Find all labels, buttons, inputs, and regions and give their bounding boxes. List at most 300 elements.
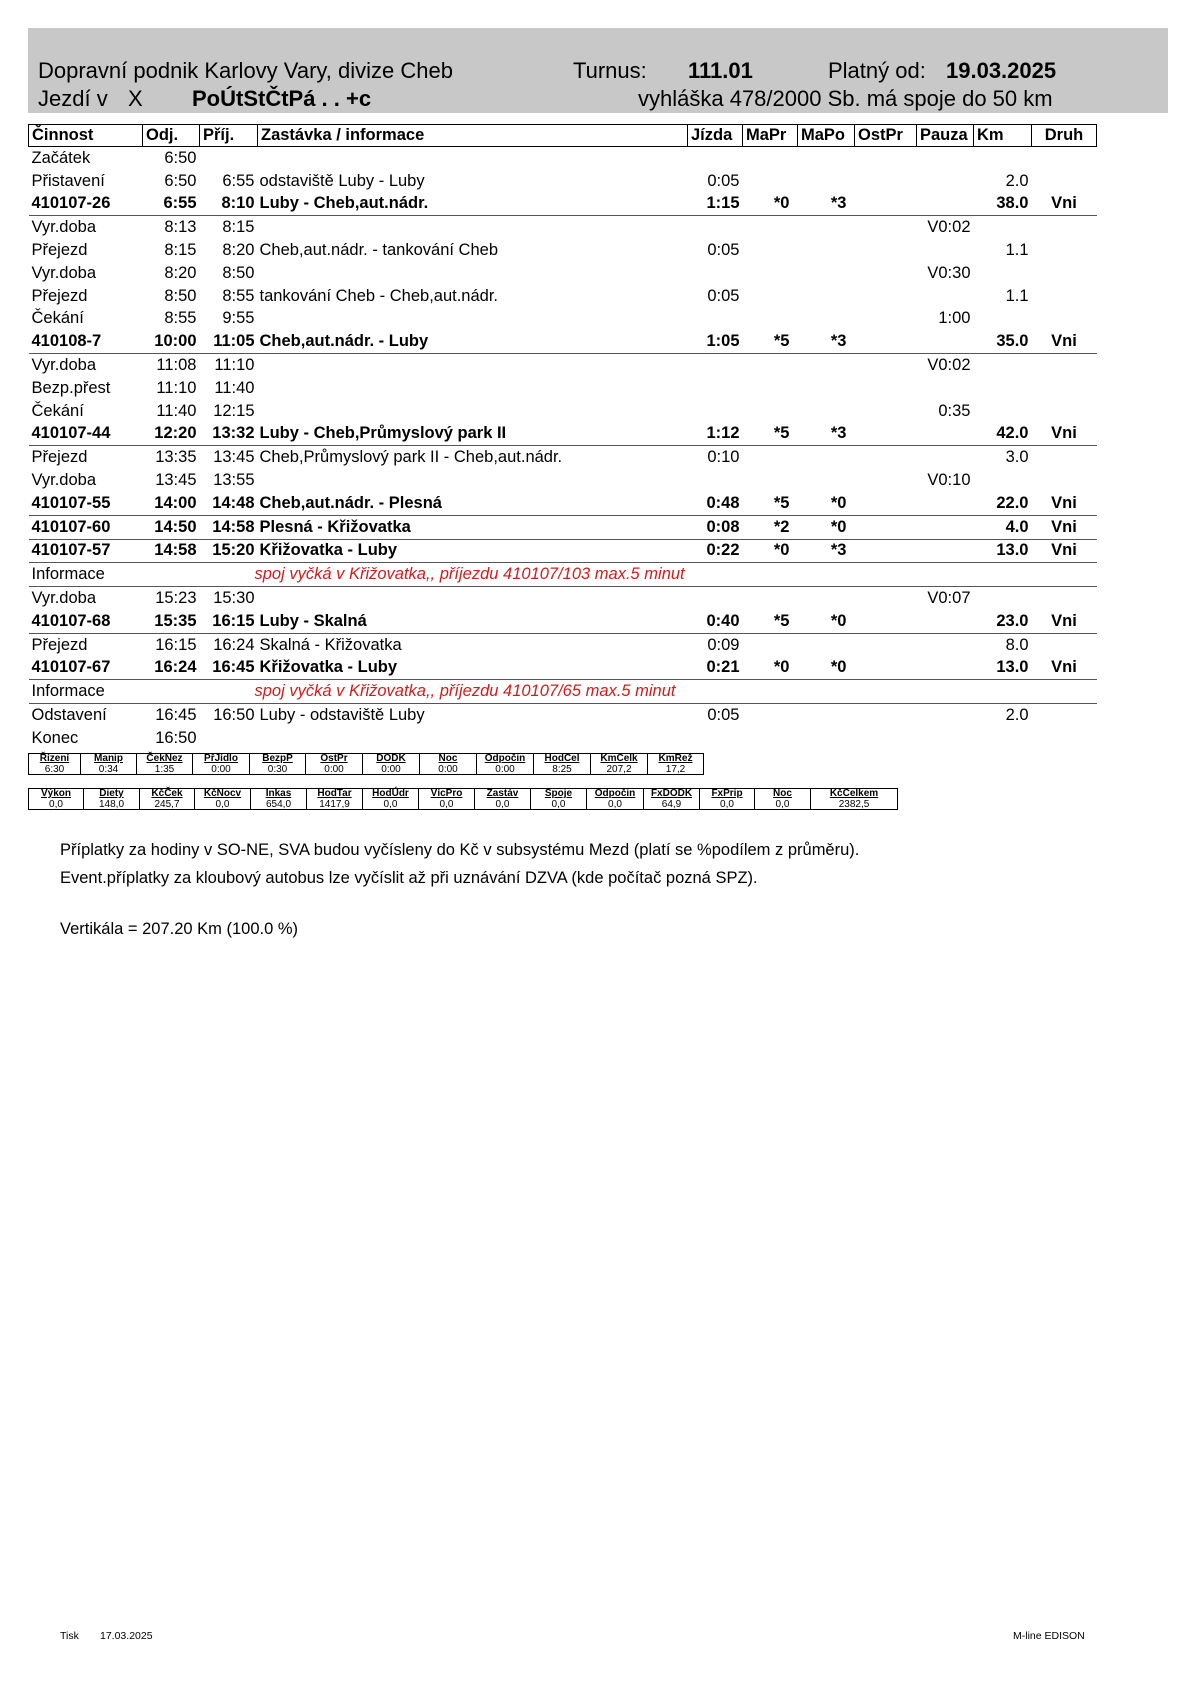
cell-depart: 12:20 (143, 423, 200, 446)
stat-label: FxDODK (644, 789, 700, 800)
cell-pause: V0:07 (927, 589, 971, 608)
company-name: Dopravní podnik Karlovy Vary, divize Cheb (38, 58, 453, 83)
cell-mapr: *0 (743, 657, 798, 680)
cell-km: 3.0 (1005, 448, 1029, 467)
note-line: Event.příplatky za kloubový autobus lze vyčíslit až při uznávání DZVA (kde počítač pozná SPZ). (60, 869, 758, 887)
cell-depart: 15:23 (155, 589, 197, 608)
cell-activity: Přejezd (31, 286, 88, 305)
table-row (29, 727, 1097, 750)
cell-depart: 10:00 (143, 330, 200, 353)
cell-activity: 410108-7 (29, 330, 143, 353)
cell-mapr (743, 216, 798, 239)
cell-depart: 8:20 (164, 263, 197, 282)
cell-km (974, 262, 1032, 285)
info-note: spoj vyčká v Křižovatka,, příjezdu 410107/65 max.5 minut (143, 680, 1097, 704)
cell-arrive: 9:55 (222, 309, 255, 328)
days-code: PoÚtStČtPá . . +c (192, 86, 372, 111)
cell-activity: Vyr.doba (31, 356, 97, 375)
cell-drive (688, 469, 743, 492)
cell-type (1032, 469, 1097, 492)
cell-arrive: 12:15 (213, 401, 255, 420)
cell-activity: Začátek (31, 148, 91, 167)
cell-ostpr (855, 239, 917, 262)
decree-note: vyhláška 478/2000 Sb. má spoje do 50 km (638, 86, 1053, 111)
stat-value: 0,0 (475, 799, 531, 810)
cell-km (974, 354, 1032, 377)
stat-value: 0,0 (700, 799, 755, 810)
cell-ostpr (855, 262, 917, 285)
cell-arrive (200, 147, 258, 170)
cell-type: Vni (1032, 330, 1097, 353)
stat-value: 64,9 (644, 799, 700, 810)
cell-type (1032, 587, 1097, 610)
stat-value: 1:35 (137, 764, 193, 775)
table-row (29, 657, 1097, 680)
stat-label: Manip (81, 754, 137, 765)
cell-drive: 1:12 (688, 423, 743, 446)
cell-mapo: *3 (798, 423, 855, 446)
cell-stop (258, 469, 688, 492)
cell-mapo (798, 147, 855, 170)
cell-mapo (798, 446, 855, 469)
cell-pause (917, 539, 974, 563)
cell-stop: Luby - Cheb,Průmyslový park II (258, 423, 688, 446)
cell-pause: V0:30 (927, 263, 971, 282)
cell-mapr: *0 (743, 193, 798, 216)
cell-ostpr (855, 285, 917, 308)
cell-depart: 13:35 (155, 448, 197, 467)
cell-ostpr (855, 469, 917, 492)
cell-mapo (798, 262, 855, 285)
cell-stop: Cheb,aut.nádr. - tankování Cheb (259, 241, 498, 260)
stat-value: 8:25 (534, 764, 591, 775)
cell-pause (917, 657, 974, 680)
cell-km: 38.0 (974, 193, 1032, 216)
cell-type (1032, 727, 1097, 750)
cell-km (974, 377, 1032, 400)
table-row (29, 446, 1097, 469)
cell-pause: V0:02 (927, 218, 971, 237)
cell-mapo (798, 308, 855, 331)
cell-stop: Luby - odstaviště Luby (259, 706, 425, 725)
cell-km: 2.0 (1005, 171, 1029, 190)
cell-km (974, 587, 1032, 610)
cell-type (1032, 170, 1097, 193)
stat-value: 245,7 (140, 799, 195, 810)
cell-pause: V0:10 (927, 471, 971, 490)
cell-mapr (743, 469, 798, 492)
table-row (29, 610, 1097, 633)
cell-stop (258, 377, 688, 400)
cell-activity: Konec (31, 728, 79, 747)
cell-ostpr (855, 587, 917, 610)
stat-value: 148,0 (84, 799, 140, 810)
cell-type (1032, 377, 1097, 400)
cell-stop: Cheb,Průmyslový park II - Cheb,aut.nádr. (259, 448, 563, 467)
cell-arrive: 6:55 (222, 171, 255, 190)
table-row (29, 147, 1097, 170)
stats-table-hours (28, 753, 704, 775)
cell-drive: 0:40 (688, 610, 743, 633)
cell-stop: Luby - Cheb,aut.nádr. (258, 193, 688, 216)
stat-label: FxPrip (700, 789, 755, 800)
info-note: spoj vyčká v Křižovatka,, příjezdu 410107/103 max.5 minut (143, 563, 1097, 587)
cell-depart: 16:45 (155, 706, 197, 725)
cell-pause (917, 492, 974, 515)
cell-ostpr (855, 330, 917, 353)
stats-money-header-row (29, 789, 898, 800)
cell-type: Vni (1032, 610, 1097, 633)
cell-stop: Cheb,aut.nádr. - Luby (258, 330, 688, 353)
col-header-ostpr: OstPr (855, 125, 917, 147)
stat-label: KčNocv (195, 789, 251, 800)
cell-drive (688, 400, 743, 423)
stats-table-money (28, 788, 898, 810)
table-row (29, 330, 1097, 353)
cell-pause: V0:02 (927, 356, 971, 375)
cell-type (1032, 354, 1097, 377)
cell-km (974, 469, 1032, 492)
cell-arrive: 8:50 (222, 263, 255, 282)
cell-activity: Informace (29, 680, 143, 704)
cell-ostpr (855, 539, 917, 563)
cell-mapo: *0 (798, 515, 855, 539)
cell-drive (688, 308, 743, 331)
stat-value: 0:30 (250, 764, 306, 775)
cell-km (974, 400, 1032, 423)
cell-mapo (798, 400, 855, 423)
cell-ostpr (855, 704, 917, 727)
col-header-km: Km (974, 125, 1032, 147)
cell-pause (917, 515, 974, 539)
stat-label: KčCelkem (811, 789, 898, 800)
cell-stop (258, 400, 688, 423)
cell-arrive: 11:40 (214, 378, 255, 397)
cell-activity: Přejezd (31, 448, 88, 467)
stat-label: HodÚdr (363, 789, 419, 800)
table-row (29, 170, 1097, 193)
cell-mapr (743, 400, 798, 423)
cell-mapr (743, 446, 798, 469)
schedule-table (28, 124, 1097, 750)
cell-ostpr (855, 216, 917, 239)
table-row (29, 563, 1097, 587)
cell-type: Vni (1032, 492, 1097, 515)
cell-mapo (798, 587, 855, 610)
cell-activity: 410107-67 (29, 657, 143, 680)
cell-mapo: *0 (798, 492, 855, 515)
cell-activity: Informace (29, 563, 143, 587)
cell-type: Vni (1032, 539, 1097, 563)
cell-drive: 0:08 (688, 515, 743, 539)
cell-activity: 410107-55 (29, 492, 143, 515)
cell-stop (258, 587, 688, 610)
table-row (29, 492, 1097, 515)
cell-activity: Vyr.doba (31, 471, 97, 490)
cell-depart: 11:10 (156, 378, 197, 397)
stats-money-value-row (29, 799, 898, 810)
table-row (29, 704, 1097, 727)
cell-mapr (743, 633, 798, 656)
cell-ostpr (855, 147, 917, 170)
col-header-mapr: MaPr (743, 125, 798, 147)
cell-type (1032, 216, 1097, 239)
cell-mapr (743, 262, 798, 285)
cell-stop (258, 262, 688, 285)
cell-km (974, 147, 1032, 170)
stat-value: 0:00 (363, 764, 420, 775)
cell-mapo: *0 (798, 610, 855, 633)
days-x: X (128, 86, 143, 111)
cell-mapo (798, 633, 855, 656)
stat-label: KčČek (140, 789, 195, 800)
cell-arrive: 14:58 (200, 515, 258, 539)
cell-km: 2.0 (1005, 706, 1029, 725)
cell-depart: 8:55 (164, 309, 197, 328)
cell-ostpr (855, 515, 917, 539)
cell-pause (917, 610, 974, 633)
table-row (29, 239, 1097, 262)
cell-ostpr (855, 400, 917, 423)
cell-mapo (798, 704, 855, 727)
cell-mapr (743, 704, 798, 727)
cell-ostpr (855, 446, 917, 469)
col-header-cinnost: Činnost (29, 125, 143, 147)
cell-arrive: 11:05 (200, 330, 258, 353)
stat-label: KmCelk (591, 754, 648, 765)
cell-arrive: 16:15 (200, 610, 258, 633)
cell-km: 4.0 (974, 515, 1032, 539)
cell-mapr: *0 (743, 539, 798, 563)
stat-label: Odpočin (477, 754, 534, 765)
cell-arrive: 13:55 (213, 471, 255, 490)
cell-depart: 6:50 (164, 171, 197, 190)
cell-stop: tankování Cheb - Cheb,aut.nádr. (259, 286, 498, 305)
table-row (29, 423, 1097, 446)
stat-value: 0,0 (755, 799, 811, 810)
cell-arrive: 13:32 (200, 423, 258, 446)
cell-mapr: *5 (743, 492, 798, 515)
cell-mapr (743, 308, 798, 331)
stats-hours-value-row (29, 764, 704, 775)
cell-mapo (798, 727, 855, 750)
table-row (29, 633, 1097, 656)
stat-value: 0,0 (419, 799, 475, 810)
cell-mapr (743, 587, 798, 610)
cell-mapo (798, 377, 855, 400)
cell-mapo (798, 354, 855, 377)
cell-stop: Křižovatka - Luby (258, 539, 688, 563)
cell-arrive: 14:48 (200, 492, 258, 515)
stat-value: 0:00 (420, 764, 477, 775)
cell-drive (688, 262, 743, 285)
valid-from-value: 19.03.2025 (946, 58, 1057, 83)
cell-ostpr (855, 657, 917, 680)
cell-km: 8.0 (1005, 635, 1029, 654)
stat-label: Noc (755, 789, 811, 800)
stat-value: 207,2 (591, 764, 648, 775)
cell-km: 1.1 (1005, 286, 1029, 305)
cell-mapr (743, 239, 798, 262)
stat-value: 0,0 (363, 799, 419, 810)
cell-drive: 0:21 (688, 657, 743, 680)
stat-label: Řízení (29, 754, 81, 765)
cell-drive: 1:15 (688, 193, 743, 216)
cell-depart: 13:45 (155, 471, 197, 490)
cell-pause (917, 727, 974, 750)
cell-pause: 1:00 (938, 309, 971, 328)
cell-ostpr (855, 308, 917, 331)
table-row (29, 285, 1097, 308)
cell-drive: 0:05 (707, 706, 740, 725)
cell-pause (917, 330, 974, 353)
stat-label: Odpočin (587, 789, 644, 800)
turnus-label: Turnus: (573, 58, 647, 83)
stat-value: 6:30 (29, 764, 81, 775)
cell-depart: 14:00 (143, 492, 200, 515)
cell-drive (688, 727, 743, 750)
cell-stop (258, 727, 688, 750)
stat-label: VícPro (419, 789, 475, 800)
cell-depart: 14:50 (143, 515, 200, 539)
cell-mapo (798, 469, 855, 492)
stat-label: HodTar (307, 789, 363, 800)
cell-arrive: 13:45 (213, 448, 255, 467)
cell-activity: 410107-68 (29, 610, 143, 633)
cell-arrive: 15:20 (200, 539, 258, 563)
cell-ostpr (855, 610, 917, 633)
cell-type (1032, 239, 1097, 262)
col-header-druh: Druh (1032, 125, 1097, 147)
print-date: 17.03.2025 (100, 1630, 153, 1642)
cell-activity: Čekání (31, 401, 84, 420)
cell-type (1032, 147, 1097, 170)
stat-value: 0,0 (195, 799, 251, 810)
stat-value: 0:34 (81, 764, 137, 775)
cell-stop: Skalná - Křižovatka (259, 635, 402, 654)
table-row (29, 308, 1097, 331)
cell-type: Vni (1032, 193, 1097, 216)
stat-label: KmRež (648, 754, 704, 765)
cell-mapr (743, 170, 798, 193)
cell-activity: Čekání (31, 309, 84, 328)
cell-pause (917, 377, 974, 400)
cell-stop (258, 216, 688, 239)
cell-mapo (798, 216, 855, 239)
cell-drive: 0:10 (707, 448, 740, 467)
cell-km: 22.0 (974, 492, 1032, 515)
cell-stop: Plesná - Křižovatka (258, 515, 688, 539)
schedule-body (29, 147, 1097, 750)
cell-arrive: 16:50 (213, 706, 255, 725)
cell-depart: 11:40 (156, 401, 197, 420)
table-row (29, 400, 1097, 423)
cell-depart: 16:24 (143, 657, 200, 680)
table-row (29, 193, 1097, 216)
cell-mapo: *3 (798, 193, 855, 216)
cell-depart: 16:15 (155, 635, 197, 654)
cell-arrive: 8:10 (200, 193, 258, 216)
cell-drive (688, 354, 743, 377)
cell-mapo: *0 (798, 657, 855, 680)
cell-depart: 8:13 (164, 218, 197, 237)
cell-drive (688, 216, 743, 239)
cell-drive (688, 587, 743, 610)
cell-ostpr (855, 633, 917, 656)
cell-mapo: *3 (798, 539, 855, 563)
cell-km: 13.0 (974, 539, 1032, 563)
cell-ostpr (855, 423, 917, 446)
cell-pause (917, 170, 974, 193)
cell-pause (917, 193, 974, 216)
col-header-prij: Příj. (200, 125, 258, 147)
cell-stop (258, 308, 688, 331)
cell-mapr: *5 (743, 610, 798, 633)
stat-label: Výkon (29, 789, 84, 800)
stat-label: OstPr (306, 754, 363, 765)
cell-stop: Luby - Skalná (258, 610, 688, 633)
cell-pause (917, 147, 974, 170)
cell-pause (917, 704, 974, 727)
cell-activity: Vyr.doba (31, 218, 97, 237)
cell-type (1032, 308, 1097, 331)
print-label: Tisk (60, 1630, 79, 1642)
cell-activity: 410107-57 (29, 539, 143, 563)
note-line: Příplatky za hodiny v SO-NE, SVA budou vyčísleny do Kč v subsystému Mezd (platí se %podílem z průměru). (60, 841, 860, 859)
cell-mapr (743, 354, 798, 377)
cell-type: Vni (1032, 515, 1097, 539)
table-row (29, 539, 1097, 563)
table-row (29, 587, 1097, 610)
cell-ostpr (855, 193, 917, 216)
stat-label: Noc (420, 754, 477, 765)
col-header-zastavka: Zastávka / informace (258, 125, 688, 147)
cell-arrive: 8:55 (222, 286, 255, 305)
cell-pause (917, 423, 974, 446)
cell-type: Vni (1032, 657, 1097, 680)
stats-hours-header-row (29, 754, 704, 765)
vendor-label: M-line EDISON (1013, 1630, 1085, 1642)
cell-mapo (798, 239, 855, 262)
days-label: Jezdí v (38, 86, 108, 111)
table-row (29, 515, 1097, 539)
cell-drive (688, 377, 743, 400)
cell-type (1032, 633, 1097, 656)
table-row (29, 469, 1097, 492)
cell-arrive: 16:24 (213, 635, 255, 654)
cell-km (974, 727, 1032, 750)
cell-km (974, 308, 1032, 331)
cell-ostpr (855, 377, 917, 400)
schedule-header-row (29, 125, 1097, 147)
cell-type (1032, 400, 1097, 423)
cell-depart: 6:55 (143, 193, 200, 216)
cell-pause (917, 239, 974, 262)
cell-ostpr (855, 727, 917, 750)
cell-ostpr (855, 354, 917, 377)
cell-drive: 0:09 (707, 635, 740, 654)
cell-pause (917, 446, 974, 469)
cell-type: Vni (1032, 423, 1097, 446)
cell-activity: 410107-44 (29, 423, 143, 446)
cell-activity: Přejezd (31, 241, 88, 260)
table-row (29, 354, 1097, 377)
cell-activity: 410107-26 (29, 193, 143, 216)
cell-stop (258, 147, 688, 170)
cell-km (974, 216, 1032, 239)
stat-value: 1417,9 (307, 799, 363, 810)
cell-activity: Vyr.doba (31, 263, 97, 282)
